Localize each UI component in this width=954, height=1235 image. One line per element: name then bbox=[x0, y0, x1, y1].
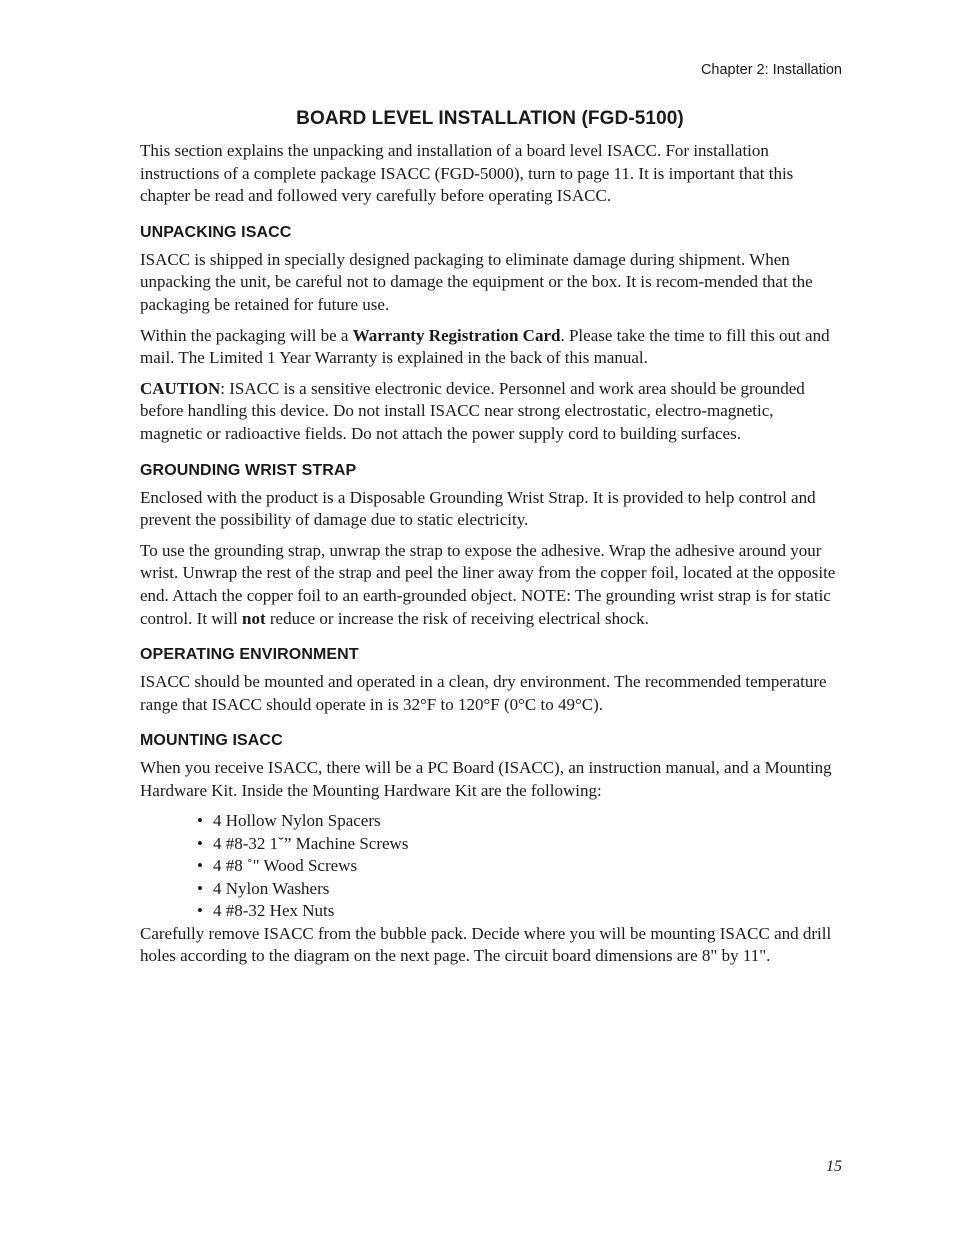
list-item bbox=[197, 833, 840, 855]
warranty-text-post: . Please take the time to fill this out and mail. The Limited 1 Year Warranty is explained in the back of this manual. bbox=[140, 325, 830, 368]
bullet-icon: • bbox=[197, 878, 203, 898]
warranty-card-label: Warranty Registration Card bbox=[352, 325, 561, 345]
list-item bbox=[197, 855, 840, 877]
list-item bbox=[197, 900, 840, 922]
mounting-paragraph: When you receive ISACC, there will be a PC Board (ISACC), an instruction manual, and a Mounting Hardware Kit. Inside the Mounting Hardware Kit are the following: bbox=[140, 758, 832, 800]
caution-paragraph bbox=[140, 378, 840, 446]
unpacking-paragraph: ISACC is shipped in specially designed packaging to eliminate damage during shipment. When unpacking the unit, be careful not to damage the equipment or the box. It is recom-mended that the packaging be retained for future use. bbox=[140, 249, 813, 314]
bullet-icon: • bbox=[197, 901, 203, 921]
list-item-text: 4 #8-32 Hex Nuts bbox=[213, 901, 335, 921]
bullet-icon: • bbox=[197, 811, 203, 831]
caution-text: : ISACC is a sensitive electronic device. Personnel and work area should be grounded before handling this device. Do not install ISACC near strong electrostatic, electro-magnetic, magnetic or radioactive fields. Do not attach the power supply cord to building surfaces. bbox=[140, 378, 805, 443]
grounding-text-pre: To use the grounding strap, unwrap the strap to expose the adhesive. Wrap the adhesive around your wrist. Unwrap the rest of the strap and peel the liner away from the copper foil, located at the opposite end. Attach the copper foil to an earth-grounded object. NOTE: The grounding wrist strap is for static control. It will bbox=[140, 540, 836, 628]
list-item bbox=[197, 878, 840, 900]
grounding-heading: GROUNDING WRIST STRAP bbox=[140, 461, 357, 479]
list-item bbox=[197, 810, 840, 832]
mounting-instructions-paragraph: Carefully remove ISACC from the bubble pack. Decide where you will be mounting ISACC and drill holes according to the diagram on the next page. The circuit board dimensions are 8" by 11". bbox=[140, 923, 832, 966]
grounding-usage-paragraph bbox=[140, 540, 840, 630]
list-item-text: 4 Nylon Washers bbox=[213, 878, 330, 898]
environment-heading: OPERATING ENVIRONMENT bbox=[140, 646, 359, 664]
warranty-text-pre: Within the packaging will be a bbox=[140, 325, 353, 345]
environment-paragraph: ISACC should be mounted and operated in a clean, dry environment. The recommended temperature range that ISACC should operate in is 32°F to 120°F (0°C to 49°C). bbox=[140, 672, 827, 714]
hardware-kit-list bbox=[140, 810, 840, 922]
intro-paragraph: This section explains the unpacking and installation of a board level ISACC. For installation instructions of a complete package ISACC (FGD-5000), turn to page 11. It is important that this chapter be read and followed very carefully before operating ISACC. bbox=[140, 141, 794, 206]
list-item-text: 4 #8 ˚" Wood Screws bbox=[213, 856, 358, 876]
list-item-text: 4 #8-32 1˘” Machine Screws bbox=[213, 833, 409, 853]
warranty-paragraph bbox=[140, 325, 840, 370]
bullet-icon: • bbox=[197, 833, 203, 853]
page-number: 15 bbox=[826, 1158, 842, 1175]
page-body bbox=[140, 108, 840, 976]
grounding-not-emphasis: not bbox=[241, 608, 266, 628]
page-title: BOARD LEVEL INSTALLATION (FGD-5100) bbox=[296, 108, 684, 129]
grounding-paragraph: Enclosed with the product is a Disposable Grounding Wrist Strap. It is provided to help control and prevent the possibility of damage due to static electricity. bbox=[140, 487, 816, 530]
caution-label: CAUTION bbox=[140, 378, 221, 398]
running-header: Chapter 2: Installation bbox=[700, 62, 842, 78]
bullet-icon: • bbox=[197, 856, 203, 876]
grounding-text-post: reduce or increase the risk of receiving electrical shock. bbox=[265, 608, 649, 628]
mounting-heading: MOUNTING ISACC bbox=[140, 732, 283, 750]
unpacking-heading: UNPACKING ISACC bbox=[140, 223, 292, 241]
list-item-text: 4 Hollow Nylon Spacers bbox=[213, 811, 381, 831]
